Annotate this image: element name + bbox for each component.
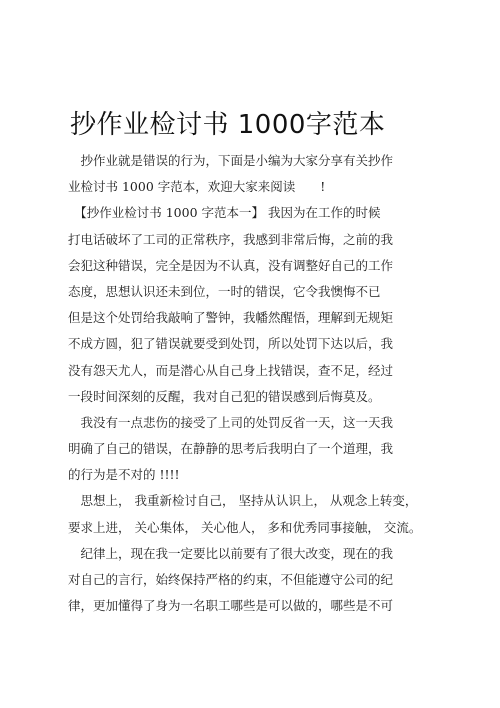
text-line: 纪律上，现在我一定要比以前要有了很大改变，现在的我 (68, 545, 394, 561)
text-line: 会犯这种错误，完全是因为不认真，没有调整好自己的工作 (68, 257, 394, 273)
text-line: 对自己的言行，始终保持严格的约束，不但能遵守公司的纪 (68, 572, 394, 587)
text-line: 的行为是不对的 !!!! (68, 467, 180, 483)
text-line: 明确了自己的错误，在静静的思考后我明白了一个道理，我 (68, 441, 394, 457)
text-line: 一段时间深刻的反醒，我对自己犯的错误感到后悔莫及。 (68, 388, 381, 404)
text-line: 没有怨天尤人，而是潜心从自己身上找错误，查不足，经过 (68, 362, 394, 378)
text-line: 抄作业就是错误的行为，下面是小编为大家分享有关抄作 (68, 153, 394, 168)
text-line: 【抄作业检讨书 1000 字范本一】 我因为在工作的时候 (68, 205, 381, 221)
text-line: 不成方圆，犯了错误就要受到处罚，所以处罚下达以后，我 (68, 336, 394, 352)
text-line: 思想上， 我重新检讨自己， 坚持从认识上， 从观念上转变， (68, 493, 418, 509)
document-body (68, 148, 448, 619)
text-line: 打电话破坏了工司的正常秩序，我感到非常后悔，之前的我 (68, 231, 394, 247)
text-line: 态度，思想认识还未到位，一时的错误，它令我懊悔不已 (68, 283, 381, 299)
text-line: 但是这个处罚给我敲响了警钟，我幡然醒悟，理解到无规矩 (68, 310, 394, 326)
text-line: 律，更加懂得了身为一名职工哪些是可以做的，哪些是不可 (68, 598, 394, 614)
text-line: 要求上进， 关心集体， 关心他人， 多和优秀同事接触， 交流。 (68, 519, 422, 535)
text-line: 我没有一点悲伤的接受了上司的处罚反省一天，这一天我 (68, 414, 394, 430)
text-line: 业检讨书 1000 字范本，欢迎大家来阅读 ! (68, 179, 326, 195)
document-title: 抄作业检讨书 1000字范本 (70, 110, 386, 140)
